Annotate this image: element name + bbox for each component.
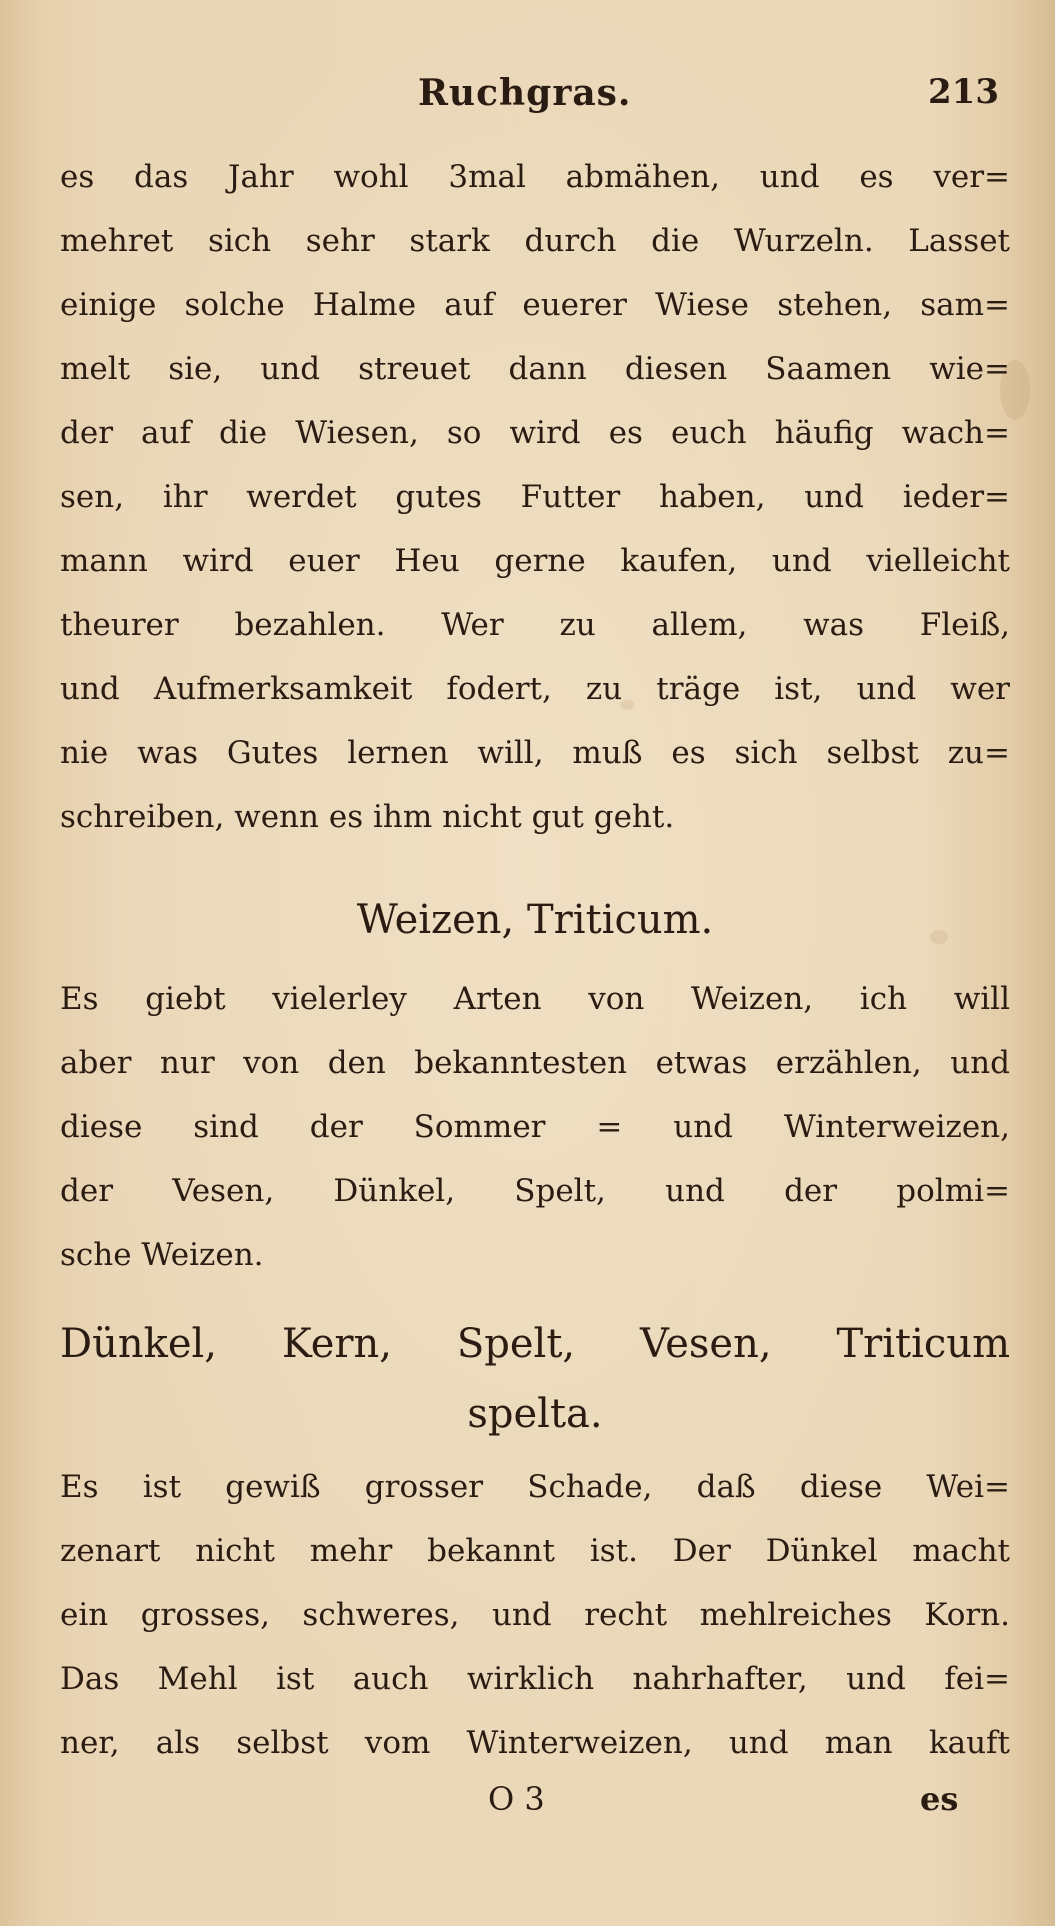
text-line: der Vesen, Dünkel, Spelt, und der polmi= — [60, 1173, 1010, 1209]
text-line: zenart nicht mehr bekannt ist. Der Dünkel macht — [60, 1533, 1010, 1569]
section-heading-duenkel: Dünkel, Kern, Spelt, Vesen, Triticum — [60, 1321, 1010, 1367]
section-heading-weizen: Weizen, Triticum. — [356, 897, 714, 943]
text-line: Das Mehl ist auch wirklich nahrhafter, und fei= — [60, 1661, 1010, 1697]
paragraph-duenkel — [60, 1455, 1010, 1775]
text-line: nie was Gutes lernen will, muß es sich selbst zu= — [60, 735, 1010, 771]
text-line: Es giebt vielerley Arten von Weizen, ich will — [60, 981, 1010, 1017]
text-line: theurer bezahlen. Wer zu allem, was Fleiß, — [60, 607, 1010, 643]
text-line: sen, ihr werdet gutes Futter haben, und ieder= — [60, 479, 1010, 515]
paragraph-weizen — [60, 967, 1010, 1287]
text-line: aber nur von den bekanntesten etwas erzählen, und — [60, 1045, 1010, 1081]
section-heading-duenkel-continued: spelta. — [467, 1391, 603, 1437]
text-line: ein grosses, schweres, und recht mehlreiches Korn. — [60, 1597, 1010, 1633]
text-line: es das Jahr wohl 3mal abmähen, und es ver= — [60, 159, 1010, 195]
text-line: einige solche Halme auf euerer Wiese stehen, sam= — [60, 287, 1010, 323]
text-line: mehret sich sehr stark durch die Wurzeln. Lasset — [60, 223, 1010, 259]
text-line: der auf die Wiesen, so wird es euch häufig wach= — [60, 415, 1010, 451]
page-footer — [0, 1780, 1055, 1840]
text-line: und Aufmerksamkeit fodert, zu träge ist, und wer — [60, 671, 1010, 707]
text-line: diese sind der Sommer = und Winterweizen, — [60, 1109, 1010, 1145]
catchword: es — [920, 1780, 959, 1818]
text-line: ner, als selbst vom Winterweizen, und man kauft — [60, 1725, 1010, 1761]
running-head: Ruchgras. — [418, 72, 632, 114]
page-number: 213 — [928, 72, 999, 112]
signature-mark: O 3 — [488, 1780, 545, 1818]
text-line: mann wird euer Heu gerne kaufen, und vielleicht — [60, 543, 1010, 579]
paragraph-ruchgras-continued — [60, 145, 1010, 849]
text-line: sche Weizen. — [60, 1237, 264, 1273]
text-line: Es ist gewiß grosser Schade, daß diese Wei= — [60, 1469, 1010, 1505]
text-line: schreiben, wenn es ihm nicht gut geht. — [60, 799, 675, 835]
text-line: melt sie, und streuet dann diesen Saamen wie= — [60, 351, 1010, 387]
page-body — [60, 145, 1010, 1775]
page-header — [0, 70, 1055, 130]
